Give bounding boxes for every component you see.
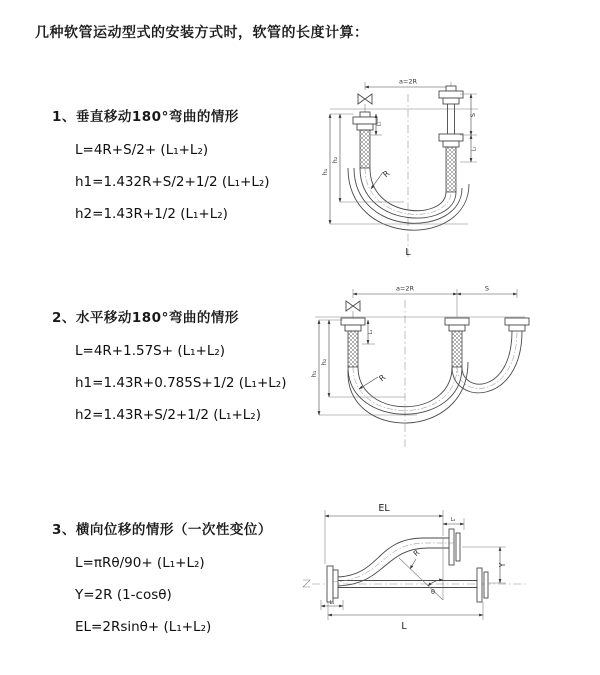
- dim-label-s: S: [469, 112, 477, 118]
- document-title: 几种软管运动型式的安装方式时，软管的长度计算：: [35, 25, 369, 41]
- formula-line: h2=1.43R+1/2 (L₁+L₂): [75, 206, 228, 222]
- section-2: [52, 306, 286, 431]
- pipe-break-mark: [303, 580, 310, 587]
- formula-line: L=4R+1.57S+ (L₁+L₂): [75, 343, 226, 359]
- section-3-heading: 3、横向位移的情形（一次性变位）: [52, 522, 272, 538]
- dim-label-l1: L₁: [368, 329, 374, 335]
- angle-theta: [399, 538, 443, 600]
- section-3-formulas: [75, 547, 272, 643]
- diagram-lateral-displacement: [296, 496, 600, 646]
- dim-label-el: EL: [378, 503, 390, 514]
- formula-line: L=πRθ/90+ (L₁+L₂): [75, 555, 205, 571]
- dim-label-l2: L₂: [471, 146, 478, 152]
- section-1-formulas: [75, 134, 270, 230]
- flange-right-upper: [439, 86, 463, 104]
- section-1: [52, 105, 270, 230]
- hose-u-curves-left: [348, 362, 468, 423]
- dim-label-l: L: [405, 247, 411, 258]
- section-2-formulas: [75, 335, 286, 431]
- dim-label-r: R: [381, 168, 392, 180]
- formula-line: EL=2Rsinθ+ (L₁+L₂): [75, 619, 212, 635]
- flange-left: [327, 566, 338, 602]
- valve-icon: [346, 301, 360, 318]
- dim-label-s: S: [484, 284, 490, 293]
- dim-label-l1: L₁: [376, 121, 383, 127]
- s-curve-hose: [332, 538, 454, 586]
- section-2-heading: 2、水平移动180°弯曲的情形: [52, 310, 239, 326]
- flange-right-lower: [439, 134, 463, 147]
- dim-label-r: R: [411, 547, 422, 559]
- dim-label-width: a=2R: [398, 77, 418, 86]
- braided-hose-left: [360, 130, 370, 168]
- dim-label-h2: h₂: [331, 156, 339, 164]
- braided-hose-left: [348, 331, 358, 367]
- valve-icon: [358, 94, 372, 112]
- dim-label-r: R: [377, 372, 388, 384]
- flange-left: [341, 318, 365, 331]
- dim-label-h1: h₁: [310, 370, 318, 378]
- dim-label-l: L: [401, 621, 407, 632]
- flange-middle: [445, 318, 469, 331]
- section-1-heading: 1、垂直移动180°弯曲的情形: [52, 109, 239, 125]
- dim-label-theta: θ: [431, 588, 435, 596]
- formula-line: L=4R+S/2+ (L₁+L₂): [75, 142, 209, 158]
- hose-u-curves-right: [452, 331, 522, 393]
- formula-line: h1=1.43R+0.785S+1/2 (L₁+L₂): [75, 375, 287, 391]
- dim-label-y: Y: [498, 562, 507, 568]
- flange-right: [505, 318, 529, 331]
- dim-label-width: a=2R: [395, 284, 415, 293]
- dim-label-l2: L₂: [450, 517, 456, 523]
- dim-label-h1: h₁: [321, 168, 329, 176]
- flange-lower-right: [477, 568, 488, 602]
- braided-hose-right: [446, 147, 456, 192]
- formula-line: Y=2R (1-cosθ): [75, 587, 172, 603]
- flange-upper-right: [449, 529, 460, 565]
- formula-line: h2=1.43R+S/2+1/2 (L₁+L₂): [75, 407, 261, 423]
- diagram-vertical-180-bend: [308, 72, 600, 262]
- section-3: [52, 518, 272, 643]
- formula-line: h1=1.432R+S/2+1/2 (L₁+L₂): [75, 174, 270, 190]
- dim-label-h2: h₂: [320, 358, 328, 366]
- flange-left: [353, 112, 377, 130]
- diagram-horizontal-180-bend: [305, 282, 600, 457]
- braided-hose-middle: [452, 331, 462, 367]
- dim-label-l1: L₁: [329, 600, 335, 606]
